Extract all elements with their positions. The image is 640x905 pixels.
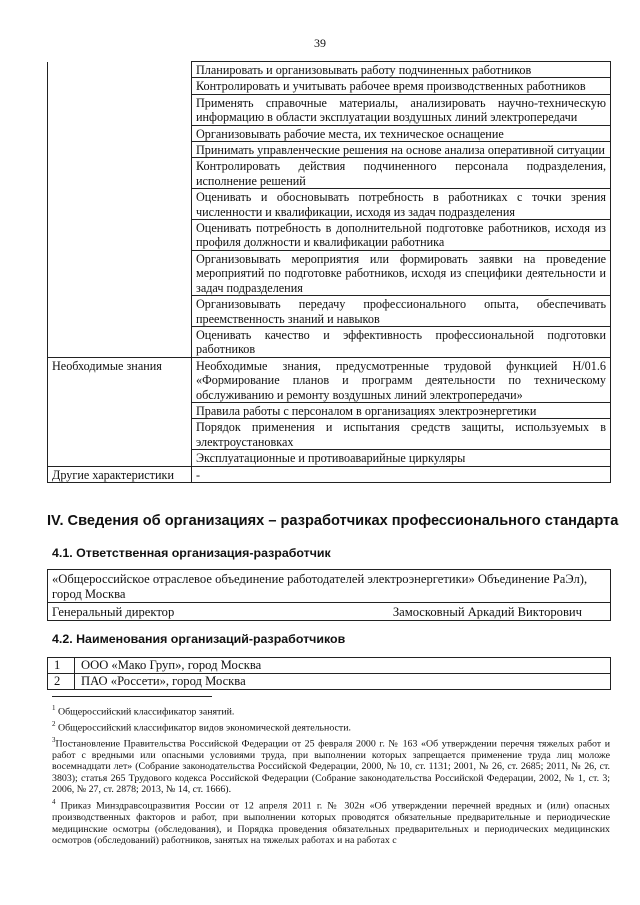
skills-table-row [48,250,611,295]
footnote: $^1$ Общероссийский классификатор занятий. [52,704,235,718]
developer-name: ПАО «Россети», город Москва [75,674,611,690]
row-text: Организовывать передачу профессионального опыта, обеспечивать преемственность знаний и навыков [192,296,611,327]
skills-table-row [48,419,611,450]
row-label [48,296,192,327]
row-text: - [192,466,611,482]
skills-table-row [48,296,611,327]
page-number: 39 [314,36,326,50]
skills-table-row [48,450,611,466]
section-title: IV. Сведения об организациях – разработчиках профессионального стандарта [47,513,619,529]
row-text: Планировать и организовывать работу подчиненных работников [192,62,611,78]
responsible-heading: 4.1. Ответственная организация-разработчик [52,546,331,560]
row-text: Оценивать и обосновывать потребность в работниках с точки зрения численности и квалификации, исходя из задач подразделения [192,189,611,220]
footnote-separator [52,696,212,697]
skills-table-row [48,78,611,94]
row-text: Правила работы с персоналом в организациях электроэнергетики [192,402,611,418]
skills-table-row [48,142,611,158]
row-text: Оценивать потребность в дополнительной подготовке работников, исходя из профиля должности и квалификации работника [192,220,611,251]
row-label [48,220,192,251]
row-label [48,189,192,220]
row-label [48,94,192,125]
skills-table-row [48,158,611,189]
signatory-name: Замосковный Аркадий Викторович [392,605,582,619]
row-label [48,125,192,141]
skills-table-row [48,62,611,78]
row-text: Организовывать рабочие места, их техническое оснащение [192,125,611,141]
developer-number: 2 [48,674,75,690]
row-text: Порядок применения и испытания средств защиты, используемых в электроустановках [192,419,611,450]
skills-table-row [48,466,611,482]
responsible-org-name: «Общероссийское отраслевое объединение работодателей электроэнергетики» Объединение РаЭл), город Москва [48,570,611,603]
developer-row [48,658,611,674]
row-text: Оценивать качество и эффективность профессиональной подготовки работников [192,326,611,357]
skills-table-row [48,220,611,251]
row-text: Принимать управленческие решения на основе анализа оперативной ситуации [192,142,611,158]
row-text: Необходимые знания, предусмотренные трудовой функцией Н/01.6 «Формирование планов и программ деятельности по техническому обслуживанию и ремонту воздушных линий электропередачи» [192,357,611,402]
skills-table-row [48,125,611,141]
developers-table [47,657,611,690]
responsible-signatory-row [48,603,611,621]
row-label [48,142,192,158]
developers-heading: 4.2. Наименования организаций-разработчиков [52,632,346,646]
row-text: Контролировать и учитывать рабочее время производственных работников [192,78,611,94]
developer-number: 1 [48,658,75,674]
footnote: $^4$ Приказ Минздравсоцразвития России от 12 апреля 2011 г. № 302н «Об утверждении перечней вредных и (или) опасных производственных факторов и работ, при выполнении которых проводятся обязательные предварительные и периодические медицинские осмотры (обследования), и Порядка проведения обязательных предварительных и периодических медицинских осмотров (обследований) работников, занятых на тяжелых работах и на работах с [52,798,610,847]
skills-table-row [48,189,611,220]
skills-table-row [48,326,611,357]
footnote: $^3$Постановление Правительства Российской Федерации от 25 февраля 2000 г. № 163 «Об утверждении перечня тяжелых работ и работ с вредными или опасными условиями труда, при выполнении которых запрещается применение труда лиц моложе восемнадцати лет» (Собрание законодательства Российской Федерации, 2000, № 10, ст. 1131; 2001, № 26, ст. 2685; 2011, № 26, ст. 3803); статья 265 Трудового кодекса Российской Федерации (Собрание законодательства Российской Федерации, 2002, № 1, ст. 3; 2006, № 27, ст. 2878; 2013, № 14, ст. 1666). [52,735,610,796]
skills-table [47,61,611,483]
row-label [48,78,192,94]
footnotes [52,703,610,848]
row-label [48,326,192,357]
responsible-org-table [47,569,611,621]
developer-name: ООО «Мако Груп», город Москва [75,658,611,674]
signatory-position: Генеральный директор [52,605,175,619]
row-label: Другие характеристики [48,466,192,482]
row-text: Контролировать действия подчиненного персонала подразделения, исполнение решений [192,158,611,189]
row-label [48,62,192,78]
row-label [48,158,192,189]
developer-row [48,674,611,690]
row-text: Применять справочные материалы, анализировать научно-техническую информацию в области эксплуатации воздушных линий электропередачи [192,94,611,125]
row-label [48,250,192,295]
row-label [48,402,192,418]
row-label [48,419,192,450]
row-label: Необходимые знания [48,357,192,402]
row-text: Эксплуатационные и противоаварийные циркуляры [192,450,611,466]
row-label [48,450,192,466]
skills-table-row [48,357,611,402]
skills-table-row [48,94,611,125]
row-text: Организовывать мероприятия или формировать заявки на проведение мероприятий по подготовке работников, исходя из специфики деятельности и задач подразделения [192,250,611,295]
skills-table-row [48,402,611,418]
footnote: $^2$ Общероссийский классификатор видов экономической деятельности. [52,719,351,734]
